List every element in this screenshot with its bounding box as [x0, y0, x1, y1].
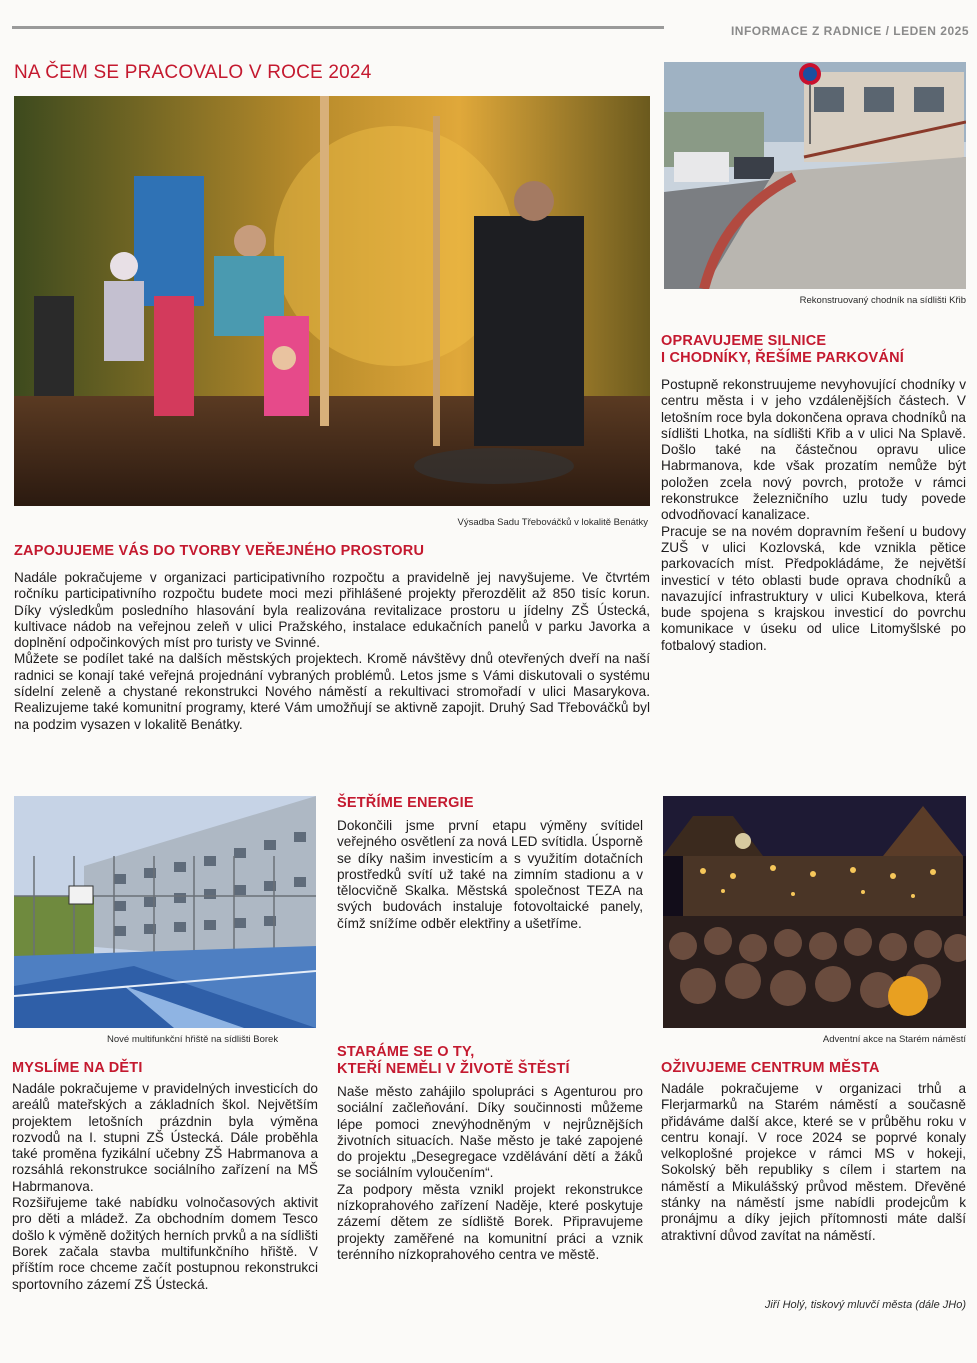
- caption-sidewalk: Rekonstruovaný chodník na sídlišti Křib: [799, 295, 966, 306]
- social-paragraph-1: Naše město zahájilo spolupráci s Agenturou pro sociální začleňování. Díky součinnosti můžeme lépe pomoci znevýhodněným v nejrůznějších životních situacích. Naše město je také zapojené do projektu „Desegregace vzdělávání dětí a žáků se sociálním vyloučením“.: [337, 1084, 643, 1181]
- page-title: NA ČEM SE PRACOVALO V ROCE 2024: [14, 62, 372, 83]
- roads-text: [661, 377, 966, 654]
- heading-roads-line1: OPRAVUJEME SILNICE: [661, 333, 827, 349]
- caption-playground: Nové multifunkční hřiště na sídlišti Borek: [107, 1034, 279, 1045]
- heading-children: MYSLÍME NA DĚTI: [12, 1060, 143, 1076]
- photo-playground: [14, 796, 316, 1028]
- running-head: INFORMACE Z RADNICE / LEDEN 2025: [730, 24, 969, 38]
- photo-tree-planting: [14, 96, 650, 506]
- heading-social-line2: KTEŘÍ NEMĚLI V ŽIVOTĚ ŠTĚSTÍ: [337, 1061, 570, 1077]
- social-text: [337, 1084, 643, 1263]
- caption-advent: Adventní akce na Starém náměstí: [822, 1034, 966, 1045]
- children-paragraph-2: Rozšiřujeme také nabídku volnočasových aktivit pro děti a mládež. Za obchodním domem Tesco došlo k výměně dožitých herních prvků a na sídlišti Borek začala stavba multifunkčního hřiště. V příštím roce chceme začít postupnou rekonstrukci sportovního zázemí ZŠ Ústecká.: [12, 1195, 319, 1292]
- header-rule: [12, 26, 664, 29]
- heading-public-space: ZAPOJUJEME VÁS DO TVORBY VEŘEJNÉHO PROSTORU: [14, 543, 425, 559]
- roads-paragraph-1: Postupně rekonstruujeme nevyhovující chodníky v centru města i v jeho vzdálenějších částech. V letošním roce byla dokončena oprava chodníků na sídlišti Lhotka, na sídlišti Křib a v ulici Na Splavě. Došlo také na částečnou opravu ulice Habrmanova, kde však prozatím nemůže být položen zcela nový povrch, protože v rámci rekonstrukce železničního uzlu tudy povede odvodňovací kanalizace.: [661, 377, 966, 523]
- author-byline: Jiří Holý, tiskový mluvčí města (dále JHo): [764, 1299, 966, 1311]
- photo-advent: [663, 796, 966, 1028]
- heading-centre: OŽIVUJEME CENTRUM MĚSTA: [661, 1060, 880, 1076]
- public-space-paragraph-2: Můžete se podílet také na dalších městských projektech. Kromě návštěvy dnů otevřených dveří na naší radnici se konají také veřejná projednání vybraných problémů. Letos jsme s Vámi diskutovali o systému sídelní zeleně a chystané rekonstrukci Nového náměstí a rekultivaci stromořadí v ulici Masarykova. Realizujeme také komunitní programy, které Vám umožňují se aktivně zapojit. Druhý Sad Třebováčků byl na podzim vysazen v lokalitě Benátky.: [14, 651, 650, 732]
- centre-text: [661, 1081, 966, 1244]
- social-paragraph-2: Za podpory města vznikl projekt rekonstrukce nízkoprahového zařízení Naděje, které poskytuje zázemí dětem ze sídliště Borek. Připravujeme projekty zaměřené na komunitní práci a vznik terénního nízkoprahového centra ve městě.: [337, 1181, 643, 1262]
- children-paragraph-1: Nadále pokračujeme v pravidelných investicích do areálů mateřských a základních škol. Největším projektem letošních prázdnin byla výměna rozvodů na I. stupni ZŠ Ústecká. Dále proběhla také proměna fyzikální učebny ZŠ Habrmanova a rozsáhlá rekonstrukce sociálního zařízení na MŠ Habrmanova.: [12, 1081, 318, 1194]
- centre-paragraph-1: Nadále pokračujeme v organizaci trhů a Flerjarmarků na Starém náměstí a současně přidáváme další akce, které se v průběhu roku v centru konají. V roce 2024 se poprvé konaly velkoplošné projekce v rámci MS v hokeji, Sokolský běh republiky s cílem i startem na náměstí a Mikulášský průvod městem. Dřevěné stánky na náměstí jsme nabídli prodejcům k pronájmu a díky jejich přítomnosti máte další atraktivní důvod zavítat na náměstí.: [661, 1081, 966, 1243]
- heading-energy: ŠETŘÍME ENERGIE: [337, 795, 474, 811]
- caption-tree-planting: Výsadba Sadu Třebováčků v lokalitě Benátky: [457, 517, 648, 528]
- public-space-paragraph-1: Nadále pokračujeme v organizaci participativního rozpočtu a pravidelně jej navyšujeme. Ve čtvrtém ročníku participativního rozpočtu budete moci mezi přihlášené projekty přerozdělit až 850 tisíc korun. Díky výsledkům posledního hlasování byla realizována revitalizace prostoru u jídelny ZŠ Ústecká, kultivace nádob na veřejnou zeleň v ulici Pražského, instalace edukačních panelů v parku Javorka a doplnění odpočinkových míst pro turisty ve Svinné.: [14, 570, 650, 651]
- roads-paragraph-2: Pracuje se na novém dopravním řešení u budovy ZUŠ v ulici Kozlovská, kde vznikla pětice parkovacích míst. Předpokládáme, že největší investicí v této oblasti bude oprava chodníků a navazující infrastruktury v ulici Kubelkova, která bude spojena s krajskou investicí do povrchu komunikace v úseku od ulice Litomyšlské po fotbalový stadion.: [661, 523, 966, 653]
- children-text: [12, 1081, 318, 1293]
- heading-social-line1: STARÁME SE O TY,: [337, 1044, 475, 1060]
- photo-sidewalk: [664, 62, 966, 289]
- heading-roads: [661, 333, 966, 367]
- energy-text: [337, 818, 643, 932]
- heading-social: [337, 1044, 643, 1078]
- public-space-text: [14, 570, 650, 733]
- heading-roads-line2: I CHODNÍKY, ŘEŠÍME PARKOVÁNÍ: [661, 350, 904, 366]
- energy-paragraph-1: Dokončili jsme první etapu výměny svítidel veřejného osvětlení za nová LED svítidla. Úsporně se díky našim investicím a s využitím dotačních prostředků svítí už také na zimním stadionu a v tělocvičně Skalka. Městská společnost TEZA na svých budovách instaluje fotovoltaické panely, čímž snížíme odběr elektřiny a ušetříme.: [337, 818, 643, 931]
